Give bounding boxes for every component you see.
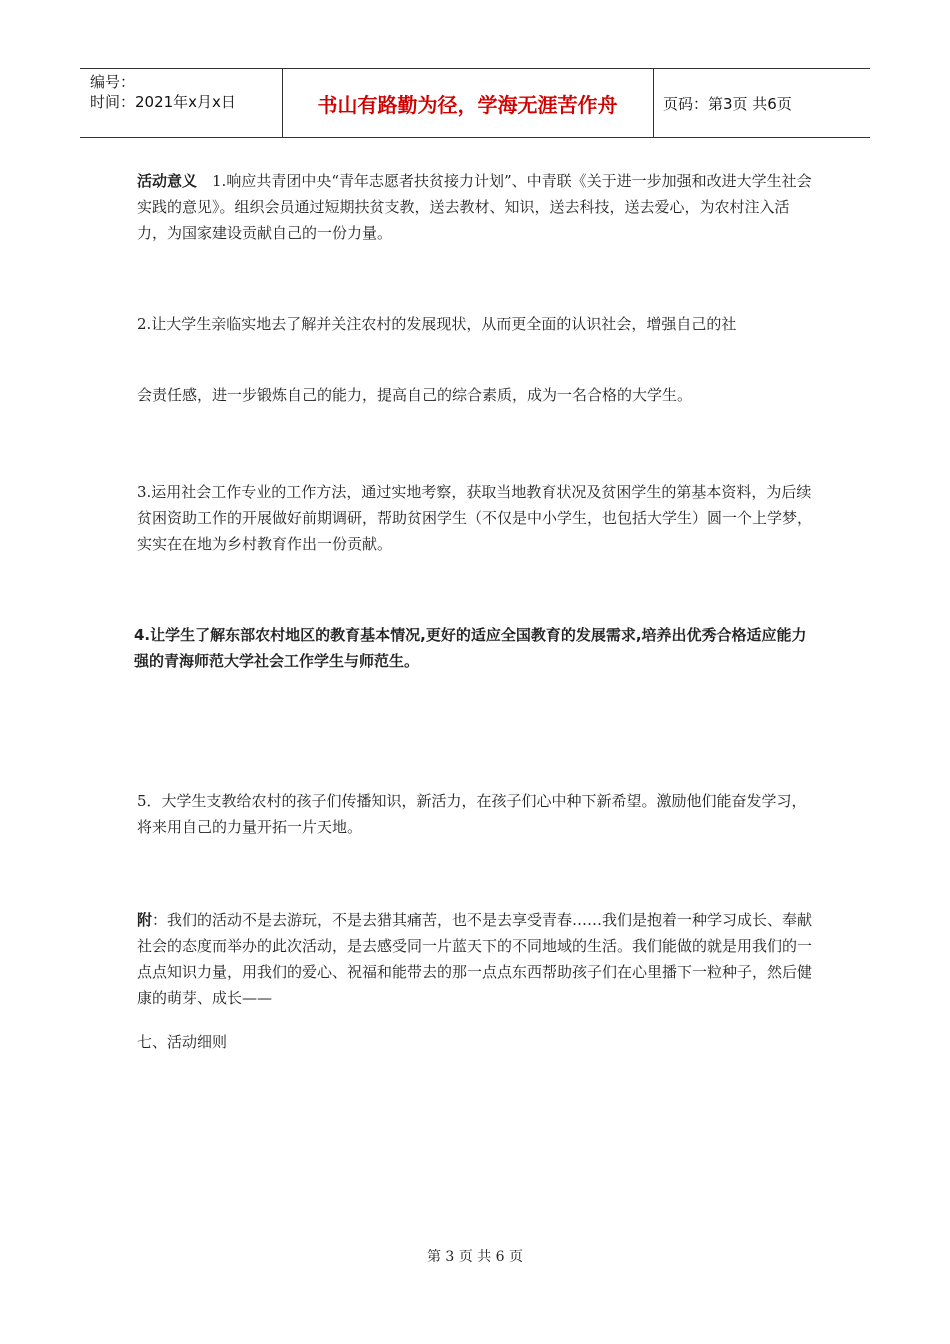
section-heading-activity-rules: 七、活动细则 bbox=[137, 1033, 228, 1051]
paragraph-appendix bbox=[137, 907, 817, 1011]
header-meta bbox=[90, 72, 236, 112]
document-number-label: 编号： bbox=[90, 73, 136, 91]
activity-significance-label: 活动意义 bbox=[137, 172, 198, 190]
header-motto: 书山有路勤为径，学海无涯苦作舟 bbox=[317, 92, 618, 117]
paragraph-point-4: 4.让学生了解东部农村地区的教育基本情况,更好的适应全国教育的发展需求,培养出优秀合格适应能力强的青海师范大学社会工作学生与师范生。 bbox=[134, 626, 807, 670]
paragraph-activity-significance bbox=[137, 168, 817, 246]
appendix-text: ：我们的活动不是去游玩，不是去猎其痛苦，也不是去享受青春……我们是抱着一种学习成长、奉献社会的态度而举办的此次活动，是去感受同一片蓝天下的不同地域的生活。我们能做的就是用我们的一点点知识力量，用我们的爱心、祝福和能带去的那一点点东西帮助孩子们在心里播下一粒种子，然后健康的萌芽、成长—— bbox=[137, 911, 813, 1007]
appendix-label: 附 bbox=[137, 911, 153, 929]
header-divider bbox=[653, 69, 654, 137]
paragraph-point-3: 3.运用社会工作专业的工作方法，通过实地考察，获取当地教育状况及贫困学生的第基本资料，为后续贫困资助工作的开展做好前期调研，帮助贫困学生（不仅是中小学生，也包括大学生）圆一个上学梦，实实在在地为乡村教育作出一份贡献。 bbox=[137, 483, 813, 553]
point-1-text: 1.响应共青团中央“青年志愿者扶贫接力计划”、中青联《关于进一步加强和改进大学生社会实践的意见》。组织会员通过短期扶贫支教，送去教材、知识，送去科技，送去爱心，为农村注入活力，为国家建设贡献自己的一份力量。 bbox=[137, 172, 812, 242]
paragraph-point-2-line-1: 2.让大学生亲临实地去了解并关注农村的发展现状，从而更全面的认识社会，增强自己的社 bbox=[137, 315, 737, 333]
header-page-info: 页码：第3页 共6页 bbox=[663, 94, 792, 113]
page-footer: 第 3 页 共 6 页 bbox=[426, 1249, 524, 1265]
document-time-label: 时间：2021年x月x日 bbox=[90, 93, 236, 111]
paragraph-point-5: 5．大学生支教给农村的孩子们传播知识，新活力，在孩子们心中种下新希望。激励他们能奋发学习，将来用自己的力量开拓一片天地。 bbox=[137, 792, 807, 836]
page-header bbox=[80, 68, 870, 138]
paragraph-point-2-line-2: 会责任感，进一步锻炼自己的能力，提高自己的综合素质，成为一名合格的大学生。 bbox=[137, 386, 693, 404]
